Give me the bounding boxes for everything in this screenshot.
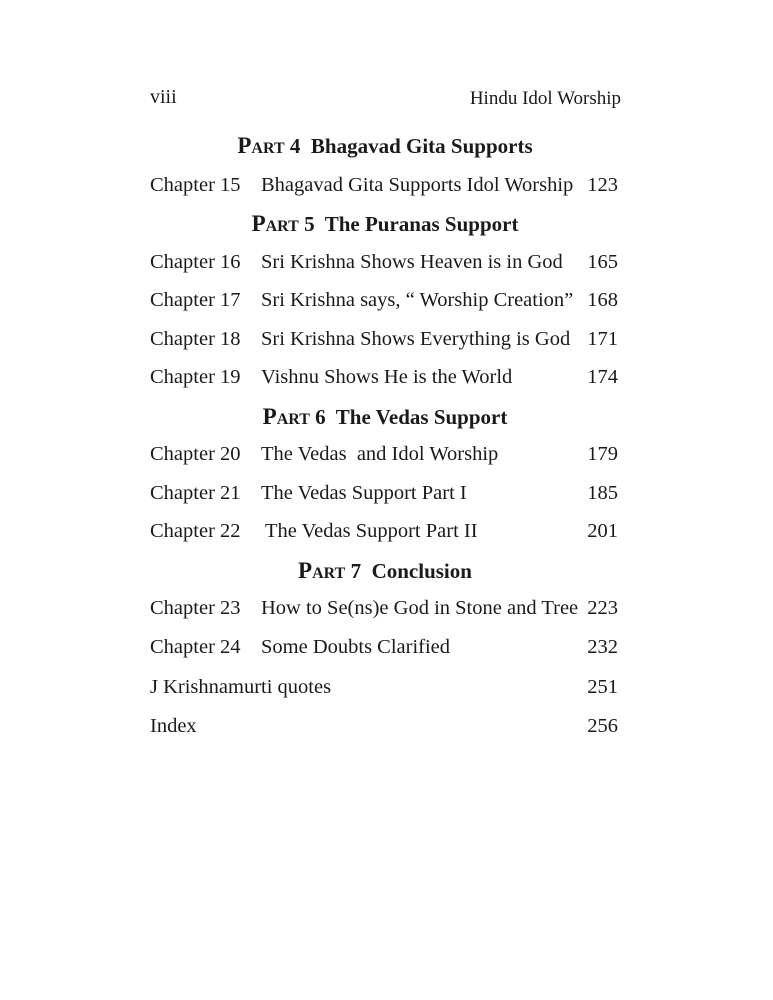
- toc-entry[interactable]: [150, 328, 620, 356]
- part-initial: P: [298, 558, 313, 583]
- chapter-label: Chapter 24: [150, 636, 241, 658]
- page-ref: 185: [587, 482, 618, 504]
- chapter-label: Chapter 20: [150, 443, 241, 465]
- part-small-caps: ART: [312, 565, 346, 582]
- part-heading: [150, 558, 620, 584]
- part-small-caps: ART: [251, 140, 285, 157]
- page-number: viii: [150, 86, 177, 108]
- page-ref: 168: [587, 289, 618, 311]
- page-ref: 232: [587, 636, 618, 658]
- toc-entry-index[interactable]: [150, 715, 620, 743]
- chapter-title: The Vedas Support Part I: [261, 482, 467, 504]
- chapter-label: Chapter 15: [150, 174, 241, 196]
- part-title: Bhagavad Gita Supports: [310, 134, 533, 158]
- toc-entry-quotes[interactable]: [150, 676, 620, 704]
- part-number: 6: [315, 405, 326, 429]
- page-ref: 251: [587, 676, 618, 698]
- chapter-title: Sri Krishna Shows Heaven is in God: [261, 251, 563, 273]
- part-title: The Puranas Support: [324, 212, 519, 236]
- part-number: 7: [350, 559, 362, 583]
- chapter-label: Chapter 22: [150, 520, 241, 542]
- part-initial: P: [251, 211, 266, 236]
- chapter-title: Sri Krishna Shows Everything is God: [261, 328, 571, 350]
- entry-title: J Krishnamurti quotes: [150, 676, 332, 698]
- toc-entry[interactable]: [150, 482, 620, 510]
- part-number: 5: [304, 212, 315, 236]
- part-heading: [150, 404, 620, 430]
- part-initial: P: [262, 404, 277, 429]
- part-number: 4: [289, 134, 301, 158]
- chapter-title: Some Doubts Clarified: [261, 636, 451, 658]
- chapter-label: Chapter 21: [150, 482, 241, 504]
- part-title: The Vedas Support: [335, 405, 508, 429]
- toc-entry[interactable]: [150, 597, 620, 625]
- chapter-label: Chapter 16: [150, 251, 241, 273]
- page-ref: 201: [587, 520, 618, 542]
- part-small-caps: ART: [265, 218, 299, 235]
- toc-entry[interactable]: [150, 443, 620, 471]
- part-heading: [150, 133, 620, 159]
- page-ref: 179: [587, 443, 618, 465]
- chapter-label: Chapter 17: [150, 289, 241, 311]
- part-small-caps: ART: [276, 411, 310, 428]
- chapter-label: Chapter 19: [150, 366, 241, 388]
- toc-entry[interactable]: [150, 366, 620, 394]
- chapter-label: Chapter 23: [150, 597, 241, 619]
- page-ref: 171: [587, 328, 618, 350]
- chapter-title: The Vedas Support Part II: [265, 520, 478, 542]
- page-ref: 256: [587, 715, 618, 737]
- toc-entry[interactable]: [150, 174, 620, 202]
- chapter-title: How to Se(ns)e God in Stone and Tree: [261, 597, 579, 619]
- part-title: Conclusion: [371, 559, 472, 583]
- page-ref: 223: [587, 597, 618, 619]
- toc-entry[interactable]: [150, 520, 620, 548]
- chapter-title: Bhagavad Gita Supports Idol Worship: [261, 174, 574, 196]
- running-head: Hindu Idol Worship: [469, 88, 621, 109]
- page-ref: 174: [587, 366, 618, 388]
- part-heading: [150, 211, 620, 237]
- chapter-label: Chapter 18: [150, 328, 241, 350]
- toc-entry[interactable]: [150, 251, 620, 279]
- toc-entry[interactable]: [150, 636, 620, 664]
- entry-title: Index: [150, 715, 197, 737]
- part-initial: P: [237, 133, 252, 158]
- chapter-title: Vishnu Shows He is the World: [261, 366, 513, 388]
- chapter-title: Sri Krishna says, “ Worship Creation”: [261, 289, 574, 311]
- page-ref: 123: [587, 174, 618, 196]
- chapter-title: The Vedas and Idol Worship: [261, 443, 499, 465]
- page-ref: 165: [587, 251, 618, 273]
- toc-entry[interactable]: [150, 289, 620, 317]
